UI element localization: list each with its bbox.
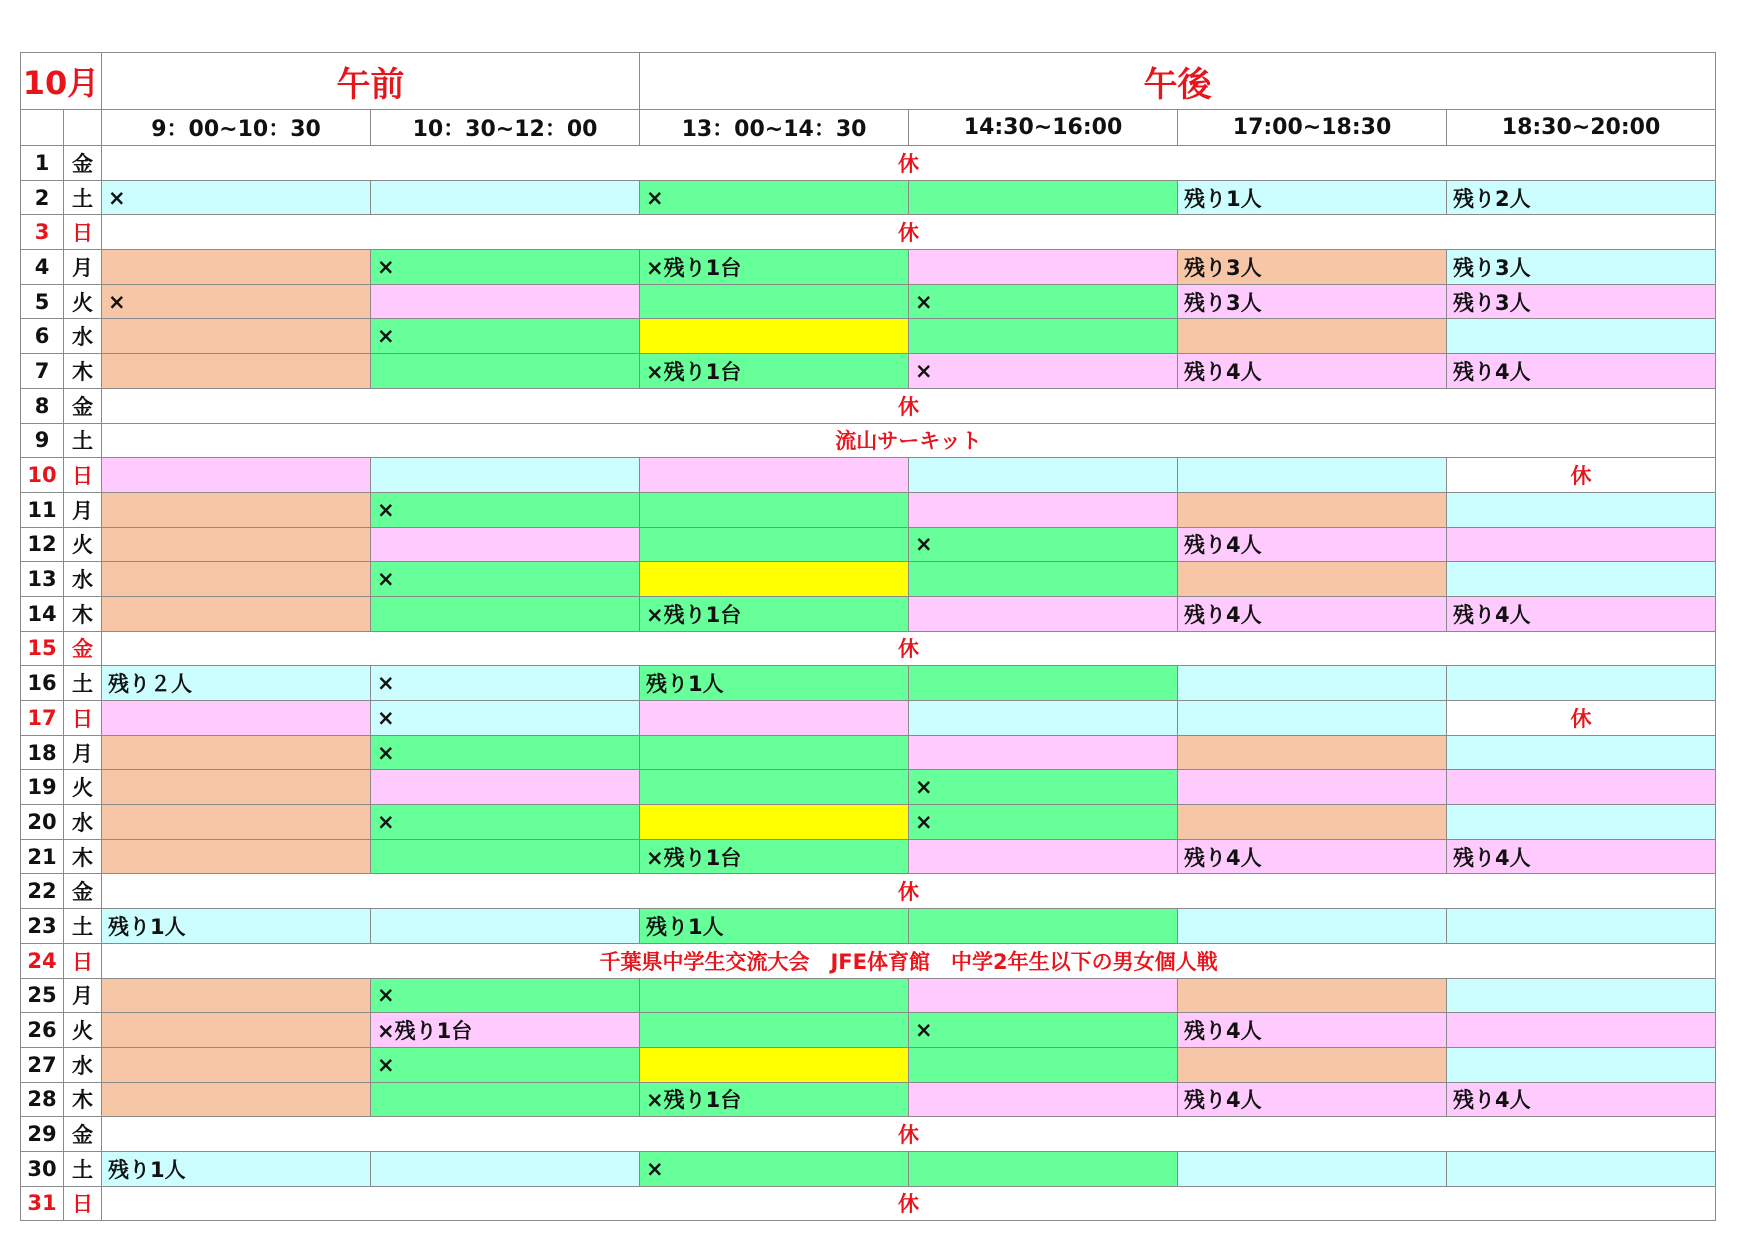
time-slot-cell[interactable] — [909, 1151, 1178, 1186]
day-row — [21, 874, 1716, 909]
day-number: 16 — [21, 666, 64, 701]
time-slot-cell[interactable] — [102, 735, 371, 770]
day-row — [21, 354, 1716, 389]
day-row — [21, 839, 1716, 874]
timeslot-header: 17:00~18:30 — [1178, 110, 1447, 146]
time-slot-cell[interactable] — [1178, 735, 1447, 770]
day-row — [21, 1186, 1716, 1221]
day-of-week: 土 — [64, 180, 102, 215]
time-slot-cell[interactable]: × — [371, 250, 640, 285]
am-label: 午前 — [102, 53, 640, 110]
time-slot-cell[interactable]: ×残り1台 — [640, 596, 909, 631]
time-slot-cell[interactable]: 残り2人 — [1447, 180, 1716, 215]
day-row — [21, 1117, 1716, 1152]
day-of-week: 水 — [64, 1047, 102, 1082]
day-of-week: 火 — [64, 1013, 102, 1048]
timeslot-header: 9：00~10：30 — [102, 110, 371, 146]
time-slot-cell[interactable] — [640, 562, 909, 597]
time-slot-cell[interactable] — [371, 354, 640, 389]
time-slot-cell[interactable] — [102, 562, 371, 597]
time-slot-cell[interactable] — [640, 319, 909, 354]
time-slot-cell[interactable] — [1178, 319, 1447, 354]
day-number: 23 — [21, 909, 64, 944]
day-of-week: 日 — [64, 1186, 102, 1221]
time-slot-cell[interactable]: 残り4人 — [1447, 839, 1716, 874]
day-number: 28 — [21, 1082, 64, 1117]
day-of-week: 水 — [64, 562, 102, 597]
time-slot-cell[interactable] — [1447, 978, 1716, 1013]
pm-label: 午後 — [640, 53, 1716, 110]
time-slot-cell[interactable]: × — [371, 735, 640, 770]
time-slot-cell[interactable]: 残り4人 — [1447, 354, 1716, 389]
time-slot-cell[interactable]: × — [640, 180, 909, 215]
month-label: 10月 — [21, 53, 102, 110]
time-slot-cell[interactable] — [1447, 805, 1716, 840]
time-slot-cell[interactable] — [1447, 527, 1716, 562]
time-slot-cell[interactable] — [909, 1047, 1178, 1082]
day-of-week: 土 — [64, 909, 102, 944]
time-slot-cell[interactable] — [1447, 319, 1716, 354]
time-slot-cell[interactable] — [371, 909, 640, 944]
time-slot-cell[interactable]: 残り4人 — [1447, 596, 1716, 631]
time-slot-cell[interactable]: × — [909, 770, 1178, 805]
time-slot-cell[interactable] — [102, 1047, 371, 1082]
time-slot-cell[interactable] — [102, 770, 371, 805]
day-number: 29 — [21, 1117, 64, 1152]
time-slot-cell[interactable]: × — [371, 319, 640, 354]
day-row — [21, 943, 1716, 978]
time-slot-cell[interactable]: 残り4人 — [1178, 527, 1447, 562]
day-row — [21, 562, 1716, 597]
time-slot-cell[interactable]: ×残り1台 — [371, 1013, 640, 1048]
header-row-timeslots — [21, 110, 1716, 146]
time-slot-cell[interactable] — [1447, 666, 1716, 701]
time-slot-cell[interactable] — [1178, 458, 1447, 493]
time-slot-cell[interactable]: 残り4人 — [1178, 354, 1447, 389]
time-slot-cell[interactable] — [640, 284, 909, 319]
day-number: 19 — [21, 770, 64, 805]
day-row — [21, 215, 1716, 250]
day-number: 24 — [21, 943, 64, 978]
day-number: 21 — [21, 839, 64, 874]
time-slot-cell[interactable] — [1447, 492, 1716, 527]
time-slot-cell[interactable]: 残り3人 — [1178, 284, 1447, 319]
day-row — [21, 1047, 1716, 1082]
time-slot-cell[interactable]: × — [371, 805, 640, 840]
time-slot-cell[interactable] — [102, 250, 371, 285]
time-slot-cell[interactable] — [640, 1047, 909, 1082]
day-of-week: 土 — [64, 666, 102, 701]
time-slot-cell[interactable]: × — [909, 1013, 1178, 1048]
day-of-week: 水 — [64, 805, 102, 840]
day-of-week: 日 — [64, 215, 102, 250]
time-slot-cell[interactable]: 残り1人 — [640, 666, 909, 701]
day-of-week: 金 — [64, 874, 102, 909]
time-slot-cell[interactable] — [640, 1013, 909, 1048]
day-of-week: 木 — [64, 354, 102, 389]
time-slot-cell[interactable] — [102, 319, 371, 354]
day-row — [21, 735, 1716, 770]
time-slot-cell[interactable] — [1178, 492, 1447, 527]
time-slot-cell[interactable] — [1447, 1047, 1716, 1082]
time-slot-cell[interactable]: 残り1人 — [1178, 180, 1447, 215]
day-of-week: 金 — [64, 146, 102, 181]
day-row — [21, 1151, 1716, 1186]
day-number: 27 — [21, 1047, 64, 1082]
day-row — [21, 319, 1716, 354]
day-number: 17 — [21, 701, 64, 736]
time-slot-cell[interactable]: × — [371, 492, 640, 527]
day-of-week: 木 — [64, 1082, 102, 1117]
header-row-am-pm — [21, 53, 1716, 110]
time-slot-cell[interactable] — [909, 562, 1178, 597]
day-row — [21, 596, 1716, 631]
day-of-week: 火 — [64, 527, 102, 562]
day-number: 15 — [21, 631, 64, 666]
time-slot-cell[interactable] — [1178, 909, 1447, 944]
time-slot-cell[interactable]: × — [640, 1151, 909, 1186]
time-slot-cell[interactable] — [640, 805, 909, 840]
time-slot-cell[interactable]: 残り1人 — [640, 909, 909, 944]
time-slot-cell[interactable]: 残り4人 — [1447, 1082, 1716, 1117]
time-slot-cell[interactable] — [909, 666, 1178, 701]
time-slot-cell[interactable] — [1447, 909, 1716, 944]
day-of-week: 金 — [64, 1117, 102, 1152]
day-number: 30 — [21, 1151, 64, 1186]
time-slot-cell[interactable]: 残り3人 — [1447, 284, 1716, 319]
time-slot-cell[interactable]: × — [102, 284, 371, 319]
closed-notice: 休 — [102, 215, 1716, 250]
day-number: 1 — [21, 146, 64, 181]
day-row — [21, 423, 1716, 458]
closed-notice: 休 — [102, 874, 1716, 909]
day-number: 2 — [21, 180, 64, 215]
day-number: 8 — [21, 388, 64, 423]
time-slot-cell[interactable] — [371, 770, 640, 805]
day-row — [21, 180, 1716, 215]
time-slot-cell[interactable] — [102, 839, 371, 874]
time-slot-cell[interactable] — [102, 701, 371, 736]
time-slot-cell[interactable]: × — [909, 527, 1178, 562]
closed-notice: 休 — [102, 1186, 1716, 1221]
time-slot-cell[interactable] — [102, 527, 371, 562]
day-of-week: 土 — [64, 423, 102, 458]
time-slot-cell[interactable]: ×残り1台 — [640, 250, 909, 285]
day-number: 4 — [21, 250, 64, 285]
closed-notice: 千葉県中学生交流大会 JFE体育館 中学2年生以下の男女個人戦 — [102, 943, 1716, 978]
time-slot-cell[interactable] — [1178, 1151, 1447, 1186]
day-row — [21, 770, 1716, 805]
time-slot-cell[interactable] — [1178, 666, 1447, 701]
day-of-week: 火 — [64, 770, 102, 805]
time-slot-cell[interactable] — [371, 180, 640, 215]
time-slot-cell[interactable]: 残り4人 — [1178, 596, 1447, 631]
timeslot-header: 13：00~14：30 — [640, 110, 909, 146]
time-slot-cell[interactable]: 残り２人 — [102, 666, 371, 701]
day-row — [21, 978, 1716, 1013]
day-of-week: 日 — [64, 458, 102, 493]
time-slot-cell[interactable] — [909, 701, 1178, 736]
day-number: 22 — [21, 874, 64, 909]
time-slot-cell[interactable] — [909, 250, 1178, 285]
timeslot-header: 10：30~12：00 — [371, 110, 640, 146]
day-of-week: 水 — [64, 319, 102, 354]
time-slot-cell[interactable] — [371, 284, 640, 319]
day-of-week: 木 — [64, 596, 102, 631]
day-row — [21, 388, 1716, 423]
time-slot-cell[interactable] — [1178, 805, 1447, 840]
time-slot-cell[interactable] — [1447, 1013, 1716, 1048]
time-slot-cell[interactable]: × — [909, 354, 1178, 389]
time-slot-cell[interactable]: × — [371, 701, 640, 736]
time-slot-cell[interactable] — [102, 805, 371, 840]
closed-notice: 休 — [102, 1117, 1716, 1152]
time-slot-cell[interactable] — [909, 319, 1178, 354]
day-row — [21, 458, 1716, 493]
day-number: 6 — [21, 319, 64, 354]
time-slot-cell[interactable] — [102, 1013, 371, 1048]
timeslot-header: 18:30~20:00 — [1447, 110, 1716, 146]
time-slot-cell[interactable] — [371, 527, 640, 562]
time-slot-cell[interactable] — [102, 492, 371, 527]
time-slot-cell[interactable] — [1178, 978, 1447, 1013]
time-slot-cell[interactable] — [640, 978, 909, 1013]
time-slot-cell[interactable] — [909, 1082, 1178, 1117]
day-row — [21, 284, 1716, 319]
time-slot-cell[interactable]: 残り3人 — [1178, 250, 1447, 285]
day-row — [21, 631, 1716, 666]
time-slot-cell[interactable]: ×残り1台 — [640, 839, 909, 874]
time-slot-cell[interactable] — [909, 492, 1178, 527]
day-row — [21, 250, 1716, 285]
day-number: 20 — [21, 805, 64, 840]
header-dow-blank — [64, 110, 102, 146]
day-of-week: 土 — [64, 1151, 102, 1186]
day-of-week: 月 — [64, 492, 102, 527]
day-number: 18 — [21, 735, 64, 770]
day-number: 31 — [21, 1186, 64, 1221]
time-slot-cell[interactable] — [640, 735, 909, 770]
time-slot-cell[interactable]: 残り4人 — [1178, 839, 1447, 874]
time-slot-cell[interactable] — [640, 527, 909, 562]
time-slot-cell[interactable]: × — [371, 1047, 640, 1082]
time-slot-cell[interactable] — [1447, 562, 1716, 597]
time-slot-cell[interactable] — [909, 978, 1178, 1013]
time-slot-cell[interactable] — [371, 596, 640, 631]
schedule-table — [20, 52, 1716, 1221]
time-slot-cell[interactable] — [1178, 1047, 1447, 1082]
day-number: 26 — [21, 1013, 64, 1048]
time-slot-cell[interactable]: 残り3人 — [1447, 250, 1716, 285]
time-slot-cell[interactable]: × — [102, 180, 371, 215]
time-slot-cell[interactable] — [909, 909, 1178, 944]
time-slot-cell[interactable] — [1178, 701, 1447, 736]
closed-notice: 休 — [102, 631, 1716, 666]
day-row — [21, 492, 1716, 527]
time-slot-cell[interactable] — [909, 839, 1178, 874]
time-slot-cell[interactable]: × — [909, 805, 1178, 840]
time-slot-cell[interactable] — [102, 1082, 371, 1117]
day-number: 9 — [21, 423, 64, 458]
time-slot-cell[interactable] — [1447, 770, 1716, 805]
slot-closed[interactable]: 休 — [1447, 701, 1716, 736]
time-slot-cell[interactable] — [102, 596, 371, 631]
day-of-week: 月 — [64, 250, 102, 285]
time-slot-cell[interactable]: 残り1人 — [102, 1151, 371, 1186]
time-slot-cell[interactable] — [102, 458, 371, 493]
time-slot-cell[interactable]: 残り4人 — [1178, 1082, 1447, 1117]
closed-notice: 休 — [102, 146, 1716, 181]
day-row — [21, 805, 1716, 840]
day-of-week: 日 — [64, 943, 102, 978]
time-slot-cell[interactable] — [371, 839, 640, 874]
time-slot-cell[interactable]: 残り4人 — [1178, 1013, 1447, 1048]
day-of-week: 金 — [64, 631, 102, 666]
time-slot-cell[interactable] — [909, 180, 1178, 215]
time-slot-cell[interactable]: ×残り1台 — [640, 1082, 909, 1117]
day-number: 25 — [21, 978, 64, 1013]
time-slot-cell[interactable] — [640, 492, 909, 527]
day-row — [21, 527, 1716, 562]
time-slot-cell[interactable] — [640, 701, 909, 736]
time-slot-cell[interactable] — [1447, 1151, 1716, 1186]
timeslot-header: 14:30~16:00 — [909, 110, 1178, 146]
time-slot-cell[interactable] — [1178, 562, 1447, 597]
day-row — [21, 909, 1716, 944]
day-of-week: 日 — [64, 701, 102, 736]
day-of-week: 月 — [64, 735, 102, 770]
day-of-week: 木 — [64, 839, 102, 874]
day-row — [21, 1013, 1716, 1048]
day-row — [21, 1082, 1716, 1117]
day-of-week: 火 — [64, 284, 102, 319]
day-row — [21, 701, 1716, 736]
time-slot-cell[interactable]: 残り1人 — [102, 909, 371, 944]
time-slot-cell[interactable] — [102, 354, 371, 389]
time-slot-cell[interactable] — [371, 1082, 640, 1117]
time-slot-cell[interactable]: × — [371, 978, 640, 1013]
time-slot-cell[interactable] — [909, 596, 1178, 631]
slot-closed[interactable]: 休 — [1447, 458, 1716, 493]
day-number: 10 — [21, 458, 64, 493]
time-slot-cell[interactable] — [371, 1151, 640, 1186]
day-number: 12 — [21, 527, 64, 562]
time-slot-cell[interactable] — [102, 978, 371, 1013]
closed-notice: 休 — [102, 388, 1716, 423]
day-number: 5 — [21, 284, 64, 319]
time-slot-cell[interactable] — [1178, 770, 1447, 805]
time-slot-cell[interactable] — [1447, 735, 1716, 770]
time-slot-cell[interactable]: × — [371, 666, 640, 701]
day-number: 14 — [21, 596, 64, 631]
day-row — [21, 146, 1716, 181]
time-slot-cell[interactable]: × — [371, 562, 640, 597]
time-slot-cell[interactable]: × — [909, 284, 1178, 319]
time-slot-cell[interactable] — [640, 770, 909, 805]
day-number: 13 — [21, 562, 64, 597]
time-slot-cell[interactable] — [909, 735, 1178, 770]
time-slot-cell[interactable] — [640, 458, 909, 493]
time-slot-cell[interactable] — [909, 458, 1178, 493]
day-of-week: 金 — [64, 388, 102, 423]
day-number: 3 — [21, 215, 64, 250]
day-number: 7 — [21, 354, 64, 389]
closed-notice: 流山サーキット — [102, 423, 1716, 458]
day-of-week: 月 — [64, 978, 102, 1013]
time-slot-cell[interactable]: ×残り1台 — [640, 354, 909, 389]
day-row — [21, 666, 1716, 701]
header-day-blank — [21, 110, 64, 146]
time-slot-cell[interactable] — [371, 458, 640, 493]
day-number: 11 — [21, 492, 64, 527]
